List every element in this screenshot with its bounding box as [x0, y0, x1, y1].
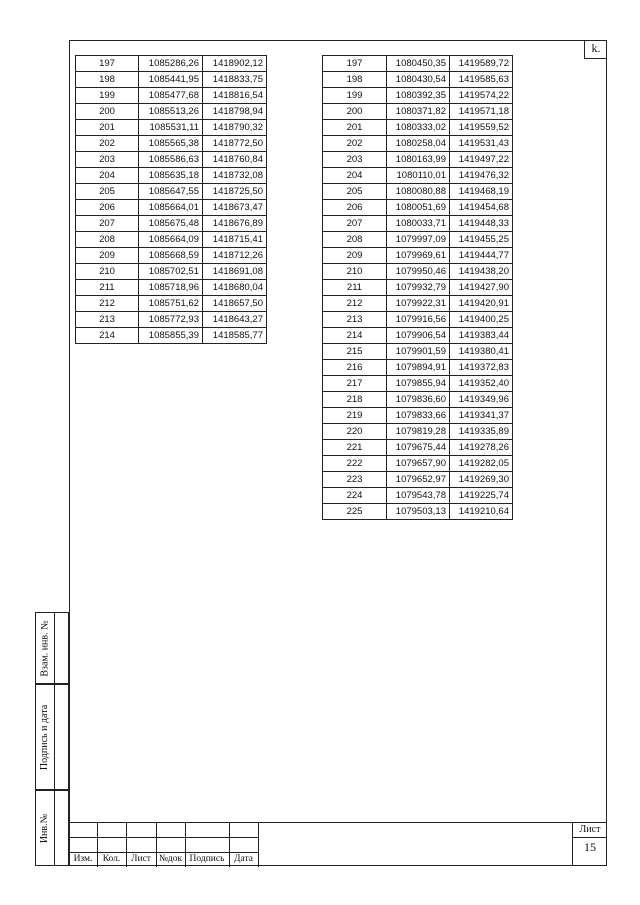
table-row: [323, 360, 513, 376]
table-row: [323, 344, 513, 360]
point-number-cell: 202: [323, 136, 387, 152]
coord-x-cell: 1079833,66: [387, 408, 450, 424]
point-number-cell: 223: [323, 472, 387, 488]
coord-x-cell: 1080371,82: [387, 104, 450, 120]
table-row: [76, 168, 267, 184]
coord-y-cell: 1419427,90: [450, 280, 513, 296]
title-col-doc-no: №док: [158, 854, 183, 864]
coord-y-cell: 1419278,26: [450, 440, 513, 456]
point-number-cell: 200: [323, 104, 387, 120]
coord-x-cell: 1079997,09: [387, 232, 450, 248]
coord-y-cell: 1418798,94: [203, 104, 267, 120]
table-row: [76, 152, 267, 168]
point-number-cell: 207: [76, 216, 139, 232]
coord-x-cell: 1085477,68: [139, 88, 203, 104]
title-block-line: [258, 822, 572, 823]
coord-x-cell: 1085647,55: [139, 184, 203, 200]
coord-y-cell: 1419380,41: [450, 344, 513, 360]
coord-y-cell: 1418833,75: [203, 72, 267, 88]
point-number-cell: 211: [323, 280, 387, 296]
coord-x-cell: 1085718,96: [139, 280, 203, 296]
table-row: [323, 488, 513, 504]
coord-y-cell: 1418760,84: [203, 152, 267, 168]
sheet-label: Лист: [573, 823, 607, 838]
coord-y-cell: 1419571,18: [450, 104, 513, 120]
table-row: [323, 88, 513, 104]
coord-y-cell: 1419282,05: [450, 456, 513, 472]
coord-x-cell: 1080258,04: [387, 136, 450, 152]
stamp-signature-date: [35, 684, 69, 790]
table-row: [76, 312, 267, 328]
table-row: [323, 248, 513, 264]
point-number-cell: 203: [323, 152, 387, 168]
coord-y-cell: 1418902,12: [203, 56, 267, 72]
coord-x-cell: 1079969,61: [387, 248, 450, 264]
table-row: [76, 200, 267, 216]
coord-x-cell: 1085668,59: [139, 248, 203, 264]
coord-y-cell: 1419497,22: [450, 152, 513, 168]
coord-y-cell: 1419383,44: [450, 328, 513, 344]
table-row: [76, 184, 267, 200]
point-number-cell: 219: [323, 408, 387, 424]
point-number-cell: 217: [323, 376, 387, 392]
table-row: [76, 88, 267, 104]
table-row: [323, 200, 513, 216]
point-number-cell: 202: [76, 136, 139, 152]
coord-y-cell: 1419349,96: [450, 392, 513, 408]
coord-y-cell: 1418712,26: [203, 248, 267, 264]
point-number-cell: 209: [323, 248, 387, 264]
coord-y-cell: 1419352,40: [450, 376, 513, 392]
coord-x-cell: 1080333,02: [387, 120, 450, 136]
table-row: [76, 328, 267, 344]
table-row: [323, 216, 513, 232]
table-row: [323, 120, 513, 136]
coord-y-cell: 1419400,25: [450, 312, 513, 328]
point-number-cell: 214: [76, 328, 139, 344]
table-row: [323, 56, 513, 72]
coord-x-cell: 1080110,01: [387, 168, 450, 184]
point-number-cell: 221: [323, 440, 387, 456]
coord-y-cell: 1419585,63: [450, 72, 513, 88]
point-number-cell: 212: [76, 296, 139, 312]
point-number-cell: 222: [323, 456, 387, 472]
point-number-cell: 204: [323, 168, 387, 184]
coord-y-cell: 1418816,54: [203, 88, 267, 104]
point-number-cell: 197: [323, 56, 387, 72]
coord-x-cell: 1085286,26: [139, 56, 203, 72]
table-row: [323, 440, 513, 456]
stamp-replacement-inv: [35, 612, 69, 684]
table-row: [76, 216, 267, 232]
table-row: [76, 104, 267, 120]
coord-x-cell: 1079916,56: [387, 312, 450, 328]
coord-x-cell: 1079855,94: [387, 376, 450, 392]
coordinates-table-left: [75, 55, 267, 344]
coord-x-cell: 1085772,93: [139, 312, 203, 328]
coord-x-cell: 1085702,51: [139, 264, 203, 280]
table-row: [76, 72, 267, 88]
table-row: [323, 408, 513, 424]
point-number-cell: 225: [323, 504, 387, 520]
coord-x-cell: 1079901,59: [387, 344, 450, 360]
point-number-cell: 208: [323, 232, 387, 248]
sheet-number-box: [572, 822, 607, 866]
coord-x-cell: 1080450,35: [387, 56, 450, 72]
table-row: [76, 136, 267, 152]
point-number-cell: 204: [76, 168, 139, 184]
coord-x-cell: 1080033,71: [387, 216, 450, 232]
coord-x-cell: 1079543,78: [387, 488, 450, 504]
coord-x-cell: 1080163,99: [387, 152, 450, 168]
coord-x-cell: 1079894,91: [387, 360, 450, 376]
coord-x-cell: 1085675,48: [139, 216, 203, 232]
table-row: [323, 280, 513, 296]
coord-x-cell: 1079819,28: [387, 424, 450, 440]
coord-x-cell: 1080430,54: [387, 72, 450, 88]
table-row: [323, 296, 513, 312]
coord-x-cell: 1085751,62: [139, 296, 203, 312]
point-number-cell: 210: [76, 264, 139, 280]
coord-y-cell: 1419269,30: [450, 472, 513, 488]
point-number-cell: 215: [323, 344, 387, 360]
coord-x-cell: 1085635,18: [139, 168, 203, 184]
table-row: [323, 152, 513, 168]
sheet-number: 15: [584, 840, 596, 854]
stamp-inventory-number-label: Инв.№: [39, 813, 51, 843]
point-number-cell: 201: [76, 120, 139, 136]
point-number-cell: 205: [323, 184, 387, 200]
coord-y-cell: 1419455,25: [450, 232, 513, 248]
table-row: [323, 136, 513, 152]
coord-y-cell: 1418790,32: [203, 120, 267, 136]
point-number-cell: 212: [323, 296, 387, 312]
coord-y-cell: 1418673,47: [203, 200, 267, 216]
coord-x-cell: 1079657,90: [387, 456, 450, 472]
point-number-cell: 198: [76, 72, 139, 88]
coord-y-cell: 1418643,27: [203, 312, 267, 328]
coord-x-cell: 1085441,95: [139, 72, 203, 88]
coord-x-cell: 1080392,35: [387, 88, 450, 104]
coord-y-cell: 1419559,52: [450, 120, 513, 136]
point-number-cell: 216: [323, 360, 387, 376]
title-col-izm: Изм.: [73, 854, 93, 864]
table-row: [76, 232, 267, 248]
coord-y-cell: 1418680,04: [203, 280, 267, 296]
point-number-cell: 214: [323, 328, 387, 344]
coord-x-cell: 1085586,63: [139, 152, 203, 168]
point-number-cell: 197: [76, 56, 139, 72]
table-row: [76, 56, 267, 72]
table-row: [76, 120, 267, 136]
table-row: [323, 232, 513, 248]
point-number-cell: 206: [76, 200, 139, 216]
coord-x-cell: 1085664,01: [139, 200, 203, 216]
stamp-inventory-number: [35, 790, 69, 866]
point-number-cell: 208: [76, 232, 139, 248]
coord-y-cell: 1418691,08: [203, 264, 267, 280]
table-row: [323, 392, 513, 408]
coord-y-cell: 1419468,19: [450, 184, 513, 200]
table-row: [323, 72, 513, 88]
table-row: [323, 104, 513, 120]
point-number-cell: 224: [323, 488, 387, 504]
table-row: [76, 296, 267, 312]
coord-x-cell: 1079503,13: [387, 504, 450, 520]
coord-x-cell: 1079675,44: [387, 440, 450, 456]
table-row: [323, 376, 513, 392]
stamp-signature-date-label: Подпись и дата: [39, 704, 51, 770]
title-col-kol: Кол.: [102, 854, 121, 864]
title-col-signature: Подпись: [189, 854, 225, 864]
point-number-cell: 206: [323, 200, 387, 216]
point-number-cell: 210: [323, 264, 387, 280]
point-number-cell: 200: [76, 104, 139, 120]
table-row: [323, 504, 513, 520]
table-row: [323, 328, 513, 344]
coord-y-cell: 1419335,89: [450, 424, 513, 440]
coord-x-cell: 1079836,60: [387, 392, 450, 408]
coord-y-cell: 1418732,08: [203, 168, 267, 184]
coord-y-cell: 1419341,37: [450, 408, 513, 424]
table-row: [323, 312, 513, 328]
point-number-cell: 220: [323, 424, 387, 440]
coord-y-cell: 1419448,33: [450, 216, 513, 232]
point-number-cell: 213: [323, 312, 387, 328]
coord-x-cell: 1079652,97: [387, 472, 450, 488]
table-row: [323, 168, 513, 184]
coordinates-table-right-body: [323, 56, 513, 520]
coord-x-cell: 1085664,09: [139, 232, 203, 248]
point-number-cell: 213: [76, 312, 139, 328]
coord-y-cell: 1419210,64: [450, 504, 513, 520]
coord-y-cell: 1418585,77: [203, 328, 267, 344]
coord-y-cell: 1419531,43: [450, 136, 513, 152]
coord-y-cell: 1419454,68: [450, 200, 513, 216]
coord-y-cell: 1418772,50: [203, 136, 267, 152]
coord-y-cell: 1418676,89: [203, 216, 267, 232]
table-row: [323, 472, 513, 488]
point-number-cell: 199: [323, 88, 387, 104]
point-number-cell: 203: [76, 152, 139, 168]
coord-x-cell: 1085565,38: [139, 136, 203, 152]
coord-y-cell: 1419225,74: [450, 488, 513, 504]
corner-mark: k.: [584, 40, 607, 59]
title-col-date: Дата: [234, 854, 253, 864]
coord-x-cell: 1085513,26: [139, 104, 203, 120]
coord-x-cell: 1079950,46: [387, 264, 450, 280]
table-row: [323, 264, 513, 280]
coord-x-cell: 1085855,39: [139, 328, 203, 344]
coord-y-cell: 1419444,77: [450, 248, 513, 264]
coord-x-cell: 1079922,31: [387, 296, 450, 312]
coord-y-cell: 1419438,20: [450, 264, 513, 280]
point-number-cell: 211: [76, 280, 139, 296]
coord-y-cell: 1418657,50: [203, 296, 267, 312]
title-col-list: Лист: [131, 854, 151, 864]
stamp-replacement-inv-label: Взам. инв. №: [39, 619, 51, 677]
coord-y-cell: 1419476,32: [450, 168, 513, 184]
coord-x-cell: 1079906,54: [387, 328, 450, 344]
point-number-cell: 209: [76, 248, 139, 264]
table-row: [323, 456, 513, 472]
point-number-cell: 201: [323, 120, 387, 136]
coord-y-cell: 1419574,22: [450, 88, 513, 104]
table-row: [323, 424, 513, 440]
table-row: [76, 264, 267, 280]
coord-y-cell: 1419372,83: [450, 360, 513, 376]
point-number-cell: 218: [323, 392, 387, 408]
coord-x-cell: 1079932,79: [387, 280, 450, 296]
table-row: [76, 280, 267, 296]
coord-x-cell: 1080051,69: [387, 200, 450, 216]
table-row: [323, 184, 513, 200]
point-number-cell: 198: [323, 72, 387, 88]
point-number-cell: 207: [323, 216, 387, 232]
coord-x-cell: 1080080,88: [387, 184, 450, 200]
point-number-cell: 199: [76, 88, 139, 104]
coord-y-cell: 1419420,91: [450, 296, 513, 312]
table-row: [76, 248, 267, 264]
coord-x-cell: 1085531,11: [139, 120, 203, 136]
point-number-cell: 205: [76, 184, 139, 200]
coord-y-cell: 1419589,72: [450, 56, 513, 72]
coordinates-table-right: [322, 55, 513, 520]
coordinates-table-left-body: [76, 56, 267, 344]
coord-y-cell: 1418725,50: [203, 184, 267, 200]
coord-y-cell: 1418715,41: [203, 232, 267, 248]
title-block: [69, 822, 259, 867]
